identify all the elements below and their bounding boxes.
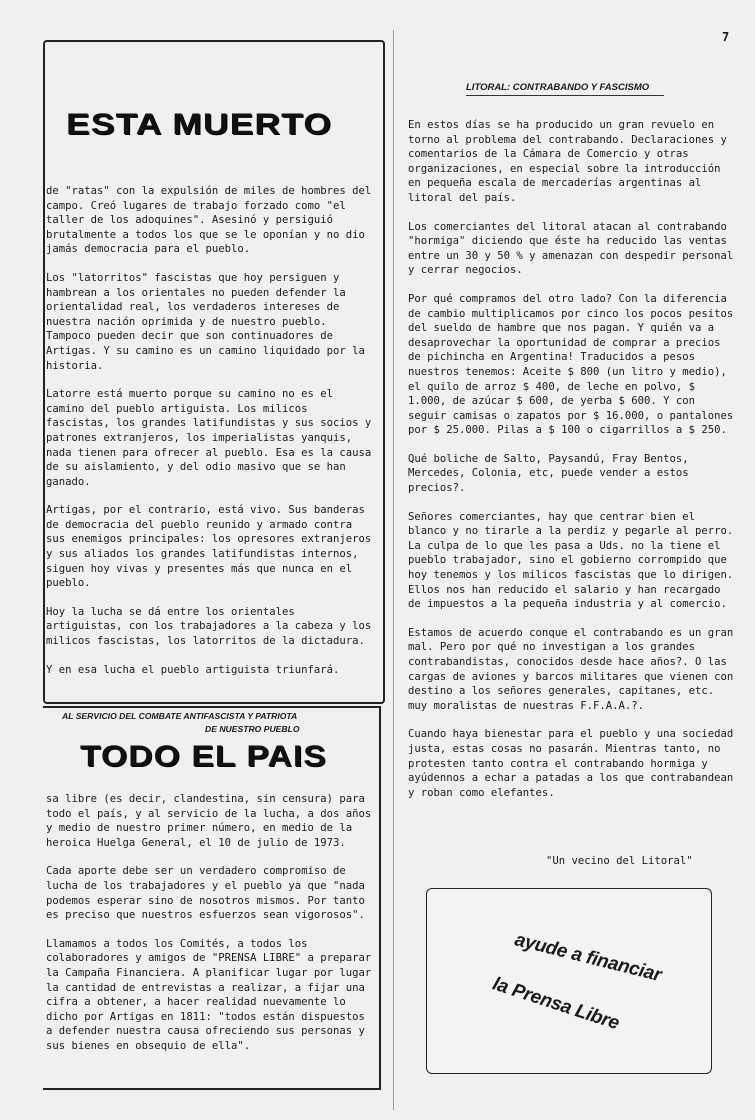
column-divider: [393, 30, 394, 1110]
campaign-title: TODO EL PAIS: [80, 740, 327, 773]
paragraph: Señores comerciantes, hay que centrar bien el blanco y no tirarle a la perdiz y pegarle al perro. La culpa de lo que les pasa a Uds. no la tiene el pueblo trabajador, sino el gobierno corrompido que hoy tenemos y los milicos fascistas que lo dirigen. Ellos nos han reducido el salario y han recargado de impuestos a la pequeña industria y al comercio.: [408, 510, 734, 611]
left-article-body: [46, 184, 372, 691]
paragraph: de "ratas" con la expulsión de miles de hombres del campo. Creó lugares de trabajo forzado como "el taller de los adoquines". Asesinó y persiguió brutalmente a todos los que se le oponían y no dio jamás democracia para el pueblo.: [46, 185, 372, 256]
donation-line-1: ayude a financiar: [512, 929, 664, 987]
paragraph: Artigas, por el contrario, está vivo. Sus banderas de democracia del pueblo reunido y armado contra sus enemigos principales: los opresores extranjeros y sus aliados los grandes latifundistas internos, siguen hoy vivas y presentes más que nunca en el pueblo.: [46, 504, 372, 590]
right-article-body: [408, 118, 738, 814]
donation-box: [426, 888, 712, 1074]
paragraph: sa libre (es decir, clandestina, sin censura) para todo el país, y al servicio de la lucha, a dos años y medio de nuestro primer número, en medio de la heroica Huelga General, el 10 de julio de 1973.: [46, 793, 372, 849]
paragraph: Cada aporte debe ser un verdadero compromiso de lucha de los trabajadores y el pueblo ya que "nada podemos esperar sino de nosotros mismos. Por tanto es preciso que nuestros esfuerzos sean vigorosos".: [46, 865, 365, 922]
campaign-body: [46, 792, 376, 1068]
paragraph: Qué boliche de Salto, Paysandú, Fray Bentos, Mercedes, Colonia, etc, puede vender a estos precios?.: [408, 452, 689, 495]
paragraph: Los comerciantes del litoral atacan al contrabando "hormiga" diciendo que éste ha reducido las ventas entre un 30 y 50 % y amenazan con despedir personal y cerrar negocios.: [408, 220, 734, 277]
paragraph: Estamos de acuerdo conque el contrabando es un gran mal. Pero por qué no investigan a los grandes contrabandistas, conocidos desde hace años?. O las cargas de aviones y barcos militares que vienen con destino a los señores generales, capitanes, etc. muy moralistas de nuestras F.F.A.A.?.: [408, 626, 734, 712]
campaign-subhead: AL SERVICIO DEL COMBATE ANTIFASCISTA Y PATRIOTA: [62, 711, 298, 721]
paragraph: Y en esa lucha el pueblo artiguista triunfará.: [46, 663, 340, 676]
paragraph: Latorre está muerto porque su camino no es el camino del pueblo artiguista. Los milicos fascistas, los grandes latifundistas y sus socios y patrones extranjeros, los imperialistas yanquis, nada tienen para ofrecer al pueblo. Esa es la causa de su aislamiento, y del odio masivo que se han ganado.: [46, 388, 372, 488]
paragraph: Llamamos a todos los Comités, a todos los colaboradores y amigos de "PRENSA LIBRE" a preparar la Campaña Financiera. A planificar lugar por lugar la cantidad de entrevistas a realizar, a fijar una cifra a obtener, a hacer realidad nuevamente lo dicho por Artigas en 1811: "todos están dispuestos a defender nuestra causa ofreciendo sus personas y sus bienes en obsequio de ella".: [46, 937, 372, 1052]
right-article-title: LITORAL: CONTRABANDO Y FASCISMO: [466, 82, 650, 93]
page-number: 7: [722, 30, 730, 44]
donation-line-2: la Prensa Libre: [489, 973, 622, 1035]
title-underline: [466, 95, 664, 96]
paragraph: Por qué compramos del otro lado? Con la diferencia de cambio multiplicamos por cinco los pocos pesitos del sueldo de hambre que nos pagan. Y quién va a desaprovechar la oportunidad de comprar a precios de pichincha en Argentina! Traducidos a pesos nuestros tenemos: Aceite $ 800 (un litro y medio), el quilo de arroz $ 400, de leche en polvo, $ 1.000, de azúcar $ 600, de yerba $ 600. Y con seguir camisas o zapatos por $ 16.000, o pantalones por $ 25.000. Pilas a $ 100 o cigarrillos a $ 250.: [408, 292, 734, 437]
article-signature: "Un vecino del Litoral": [546, 855, 693, 867]
paragraph: En estos días se ha producido un gran revuelo en torno al problema del contrabando. Declaraciones y comentarios de la Cámara de Comercio y otras organizaciones, en especial sobre la introducción en pequeña escala de mercaderías argentinas al litoral del país.: [408, 119, 727, 204]
paragraph: Hoy la lucha se dá entre los orientales artiguistas, con los trabajadores a la cabeza y los milicos fascistas, los latorritos de la dictadura.: [46, 605, 372, 648]
paragraph: Cuando haya bienestar para el pueblo y una sociedad justa, estas cosas no pasarán. Mientras tanto, no protesten tanto contra el contrabando hormiga y ayúdennos a echar a patadas a los que contrabandean y roban como elefantes.: [408, 728, 734, 799]
paragraph: Los "latorritos" fascistas que hoy persiguen y hambrean a los orientales no pueden defender la orientalidad real, los verdaderos intereses de nuestra nación oprimida y de nuestro pueblo. Tampoco pueden decir que son continuadores de Artigas. Y su camino es un camino liquidado por la historia.: [46, 271, 365, 372]
left-article-title: ESTA MUERTO: [66, 108, 333, 141]
campaign-subhead-continued: DE NUESTRO PUEBLO: [205, 724, 300, 734]
